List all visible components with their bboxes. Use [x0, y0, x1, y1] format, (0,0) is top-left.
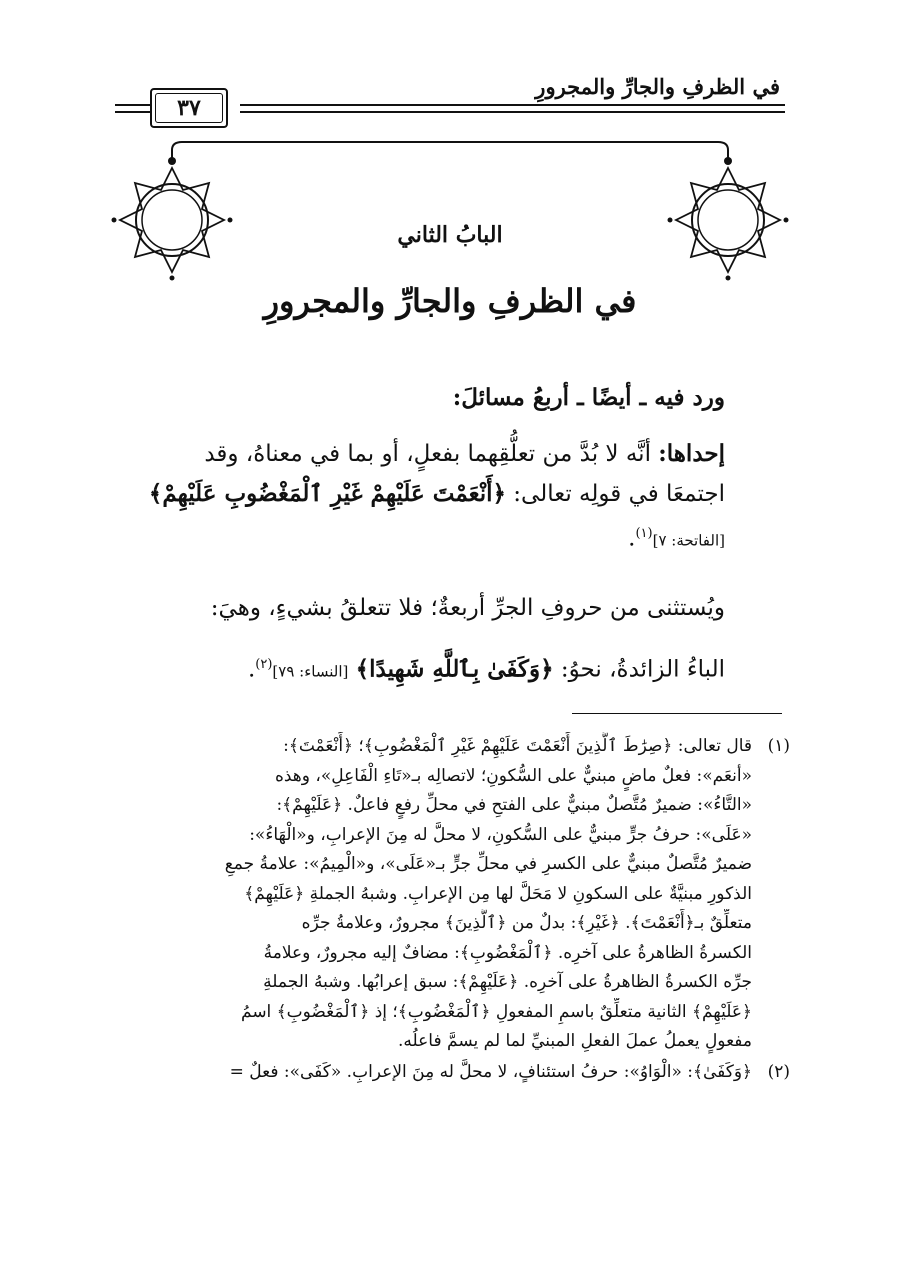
p3-quran: ﴿وَكَفَىٰ بِٱللَّهِ شَهِيدًا﴾	[355, 655, 554, 683]
footnote-1-line: قال تعالى: ﴿صِرَٰطَ ٱلَّذِينَ أَنْعَمْتَ عَلَيْهِمْ غَيْرِ ٱلْمَغْضُوبِ﴾؛ ﴿أَنْعَمْتَ﴾:	[283, 736, 752, 756]
footnote-1-line: «أنعَم»: فعلٌ ماضٍ مبنيٌّ على السُّكونِ؛ لاتصالِه بـ«تَاءِ الْفَاعِلِ»، وهذه	[274, 765, 752, 786]
footnote-1-line: الذكورِ مبنيَّةٌ على السكونِ لا مَحَلَّ لها مِن الإعرابِ. وشبهُ الجملةِ ﴿عَلَيْهِمْ﴾	[244, 883, 752, 904]
footnote-1-line: ضميرٌ مُتَّصلٌ مبنيٌّ على الكسرِ في محلِّ جرٍّ بـ«عَلَى»، و«الْمِيمُ»: علامةُ جمعِ	[224, 854, 752, 874]
chapter-title: في الظرفِ والجارِّ والمجرورِ	[263, 282, 637, 320]
footnote-1-line: مفعولٍ يعملُ عملَ الفعلِ المبنيِّ لما لم يسمَّ فاعلُه.	[398, 1031, 752, 1051]
p2-text: ويُستثنى من حروفِ الجرِّ أربعةٌ؛ فلا تتعلقُ بشيءٍ، وهيَ:	[210, 595, 725, 621]
p3-footnote-ref[interactable]: (٢)	[255, 657, 273, 672]
header-rule-left	[115, 104, 150, 113]
running-title: في الظرفِ والجارِّ والمجرورِ	[535, 74, 780, 99]
footnote-1-line: ﴿عَلَيْهِمْ﴾ الثانية متعلِّقٌ باسمِ المفعولِ ﴿ٱلْمَغْضُوبِ﴾؛ إذ ﴿ٱلْمَغْضُوبِ﴾ اسمُ	[241, 1001, 752, 1022]
paragraph-3: الباءُ الزائدةُ، نحوُ: ﴿وَكَفَىٰ بِٱللَّهِ شَهِيدًا﴾ [النساء: ٧٩]$^{(٢)}$.	[247, 655, 725, 683]
p3-text: الباءُ الزائدةُ، نحوُ:	[553, 656, 725, 683]
header-rule	[240, 104, 785, 113]
footnote-1-line: «عَلَى»: حرفُ جرٍّ مبنيٌّ على السُّكونِ، لا محلَّ له مِنَ الإعرابِ، و«الْهَاءُ»:	[249, 824, 752, 845]
footnote-1-line: جرِّه الكسرةُ الظاهرةُ على آخرِه. ﴿عَلَيْهِمْ﴾: سبق إعرابُها. وشبهُ الجملةِ	[263, 972, 752, 992]
right-rosette-icon	[668, 160, 789, 281]
footnote-1-number: (١)	[767, 736, 790, 756]
left-rosette-icon	[112, 160, 233, 281]
p1-citation: [الفاتحة: ٧]	[652, 531, 725, 550]
p3-citation: [النساء: ٧٩]	[272, 662, 349, 681]
footnote-1	[110, 732, 790, 1057]
body-intro	[110, 378, 725, 418]
intro-line: ورد فيه ـ أيضًا ـ أربعُ مسائلَ:	[452, 384, 725, 411]
footnote-2	[110, 1058, 790, 1088]
footnote-separator	[572, 713, 782, 714]
footnote-1-line: الكسرةُ الظاهرةُ على آخرِه. ﴿ٱلْمَغْضُوبِ﴾: مضافٌ إليه مجرورٌ، وعلامةُ	[263, 942, 752, 963]
p1-footnote-ref[interactable]: (١)	[635, 526, 653, 541]
footnote-2-number: (٢)	[767, 1062, 790, 1082]
footnote-2-line: ﴿وَكَفَىٰ﴾: «الْوَاوُ»: حرفُ استئنافٍ، لا محلَّ له مِنَ الإعرابِ. «كَفَى»: فعلٌ =	[229, 1062, 752, 1082]
p1-line-2-text: اجتمعَا في قولِه تعالى:	[505, 481, 725, 507]
paragraph-2	[110, 588, 725, 628]
page-number-frame	[150, 88, 228, 128]
page-number: ٣٧	[177, 95, 201, 121]
p1-lead: إحداها:	[658, 440, 725, 467]
footnote-1-line: متعلِّقٌ بـ﴿أَنْعَمْتَ﴾. ﴿غَيْرِ﴾: بدلٌ من ﴿ٱلَّذِينَ﴾ مجرورٌ، وعلامةُ جرِّه	[301, 913, 752, 933]
p1-quran: ﴿أَنْعَمْتَ عَلَيْهِمْ غَيْرِ ٱلْمَغْضُوبِ عَلَيْهِمْ﴾	[148, 480, 506, 507]
chapter-label: البابُ الثاني	[397, 222, 503, 248]
paragraph-1: إحداها: أنَّه لا بُدَّ من تعلُّقِهما بفعلٍ، أو بما في معناهُ، وقد اجتمعَا في قولِه تعالى: ﴿أَنْعَمْتَ عَلَيْهِمْ غَيْرِ ٱلْمَغْضُوبِ عَلَيْهِمْ﴾ [الفاتحة: ٧]$^{(١)}$.	[148, 440, 725, 552]
p1-line-1: أنَّه لا بُدَّ من تعلُّقِهما بفعلٍ، أو بما في معناهُ، وقد	[204, 441, 659, 467]
footnote-1-line: «التَّاءُ»: ضميرٌ مُتَّصلٌ مبنيٌّ على الفتحِ في محلِّ رفعٍ فاعلٌ. ﴿عَلَيْهِمْ﴾:	[276, 795, 752, 815]
